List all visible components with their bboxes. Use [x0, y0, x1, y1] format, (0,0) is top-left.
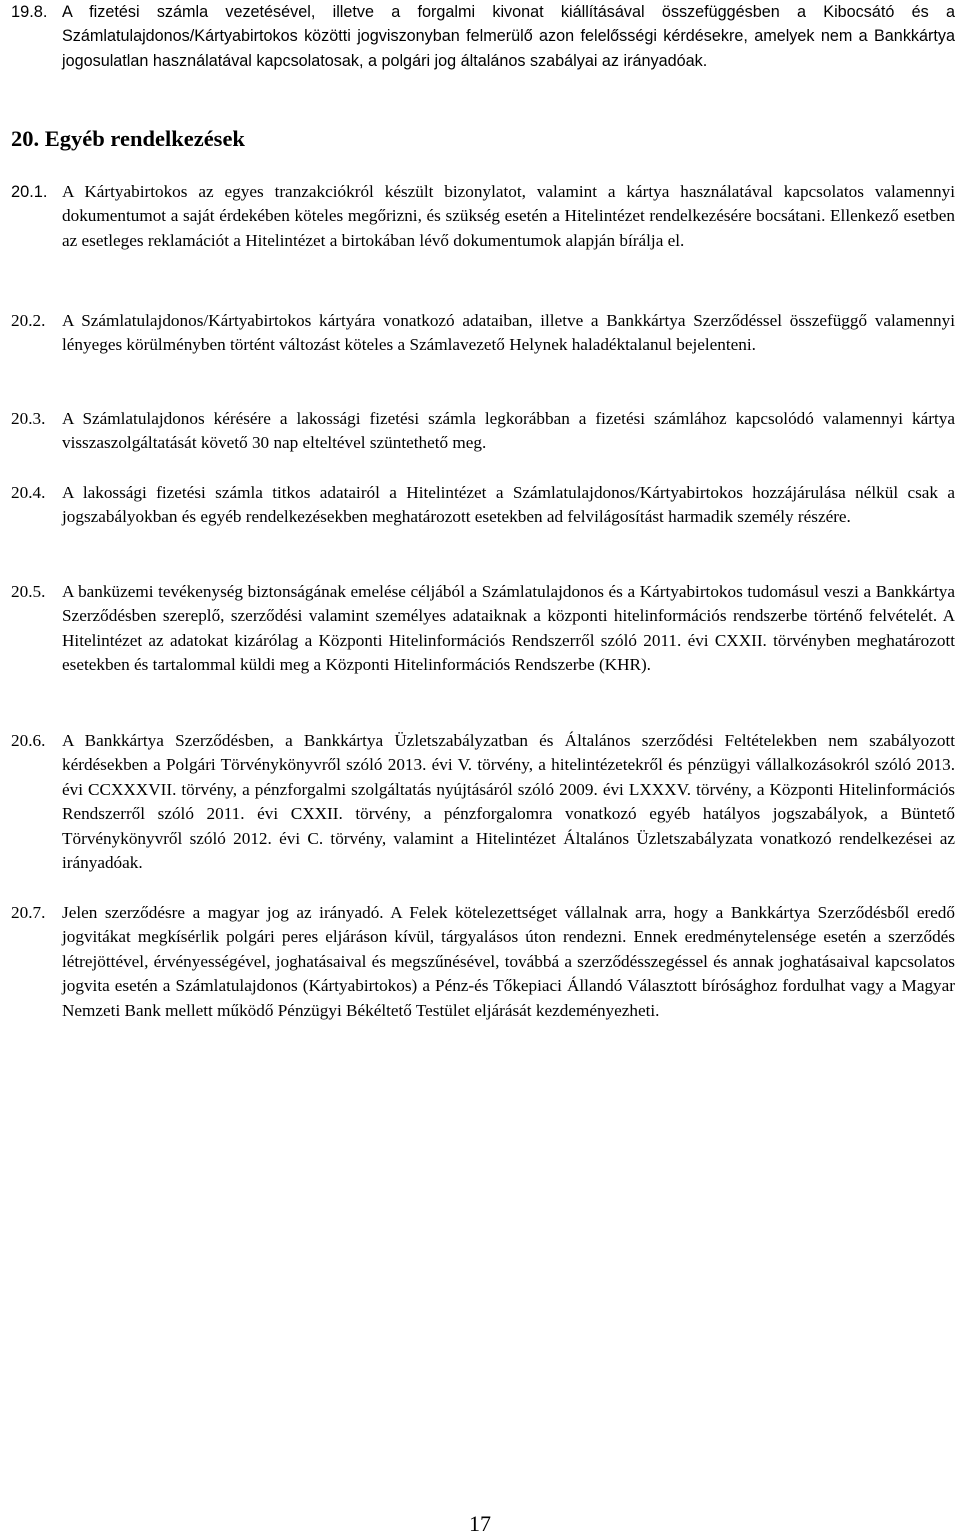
- paragraph-number: 20.7.: [11, 903, 46, 922]
- paragraph-text: A Számlatulajdonos kérésére a lakossági fizetési számla legkorábban a fizetési számlához kapcsolódó valamennyi kártya visszaszolgáltatását követő 30 nap elteltével szüntethető meg.: [62, 409, 955, 453]
- paragraph-number: 20.4.: [11, 483, 46, 502]
- paragraph-text: A fizetési számla vezetésével, illetve a forgalmi kivonat kiállításával összefüggésben a Kibocsátó és a Számlatulajdonos/Kártyabirtokos közötti jogviszonyban felmerülő azon felelősségi kérdésekre, amelyek nem a Bankkártya jogosulatlan használatával kapcsolatosak, a polgári jog általános szabályai az irányadóak.: [62, 3, 955, 70]
- paragraph-19-8: [11, 0, 955, 73]
- paragraph-number: 20.1.: [11, 183, 48, 201]
- paragraph-20-5: [11, 580, 955, 678]
- paragraph-text: A lakossági fizetési számla titkos adatairól a Hitelintézet a Számlatulajdonos/Kártyabirtokos hozzájárulása nélkül csak a jogszabályokban és egyéb rendelkezésekben meghatározott esetekben ad felvilágosítást harmadik személy részére.: [62, 483, 955, 527]
- paragraph-number: 20.5.: [11, 582, 46, 601]
- paragraph-text: A Bankkártya Szerződésben, a Bankkártya Üzletszabályzatban és Általános szerződési Feltételekben nem szabályozott kérdésekben a Polgári Törvénykönyvről szóló 2013. évi V. törvény, a hitelintézetekről és pénzügyi vállalkozásokról szóló 2013. évi CCXXXVII. törvény, a pénzforgalmi szolgáltatás nyújtásáról szóló 2009. évi LXXXV. törvény, a Központi Hitelinformációs Rendszerről szóló 2011. évi CXXII. törvény, a pénzforgalomra vonatkozó egyéb hatályos jogszabályok, a Büntető Törvénykönyvről szóló 2012. évi C. törvény, valamint a Hitelintézet Általános Üzletszabályzata vonatkozó rendelkezései az irányadóak.: [62, 731, 955, 873]
- paragraph-text: Jelen szerződésre a magyar jog az irányadó. A Felek kötelezettséget vállalnak arra, hogy a Bankkártya Szerződésből eredő jogvitákat megkísérlik polgári peres eljáráson kívül, tárgyalásos úton rendezni. Ennek eredménytelensége esetén a szerződés létrejöttével, érvényességével, joghatásaival és megszűnésével, továbbá a szerződésszegéssel és annak joghatásaival kapcsolatos jogvita esetén a Számlatulajdonos (Kártyabirtokos) a Pénz-és Tőkepiaci Állandó Választott bírósághoz fordulhat vagy a Magyar Nemzeti Bank mellett működő Pénzügyi Békéltető Testület eljárását kezdeményezheti.: [62, 903, 955, 1020]
- paragraph-number: 20.6.: [11, 731, 46, 750]
- paragraph-20-6: [11, 729, 955, 875]
- paragraph-number: 19.8.: [11, 3, 48, 21]
- paragraph-20-3: [11, 407, 955, 456]
- page-number: 17: [469, 1511, 491, 1536]
- paragraph-20-2: [11, 309, 955, 358]
- paragraph-number: 20.3.: [11, 409, 46, 428]
- paragraph-text: A banküzemi tevékenység biztonságának emelése céljából a Számlatulajdonos és a Kártyabirtokos tudomásul veszi a Bankkártya Szerződésben szereplő, szerződési valamint személyes adataiknak a központi hitelinformációs rendszerbe történő felvételét. A Hitelintézet az adatokat kizárólag a Központi Hitelinformációs Rendszerről szóló 2011. évi CXXII. törvényben meghatározott esetekben és tartalommal küldi meg a Központi Hitelinformációs Rendszerbe (KHR).: [62, 582, 955, 675]
- paragraph-number: 20.2.: [11, 311, 46, 330]
- paragraph-20-4: [11, 481, 955, 530]
- paragraph-20-1: [11, 180, 955, 253]
- paragraph-text: A Számlatulajdonos/Kártyabirtokos kártyára vonatkozó adataiban, illetve a Bankkártya Szerződéssel összefüggő valamennyi lényeges körülményben történt változást köteles a Számlavezető Helynek haladéktalanul bejelenteni.: [62, 311, 955, 355]
- paragraph-text: A Kártyabirtokos az egyes tranzakciókról készült bizonylatot, valamint a kártya használatával kapcsolatos valamennyi dokumentumot a saját érdekében köteles megőrizni, és szükség esetén a Hitelintézet rendelkezésére bocsátani. Ellenkező esetben az esetleges reklamációt a Hitelintézet a birtokában lévő dokumentumok alapján bírálja el.: [62, 182, 955, 250]
- paragraph-20-7: [11, 901, 955, 1023]
- section-heading: 20. Egyéb rendelkezések: [11, 126, 245, 151]
